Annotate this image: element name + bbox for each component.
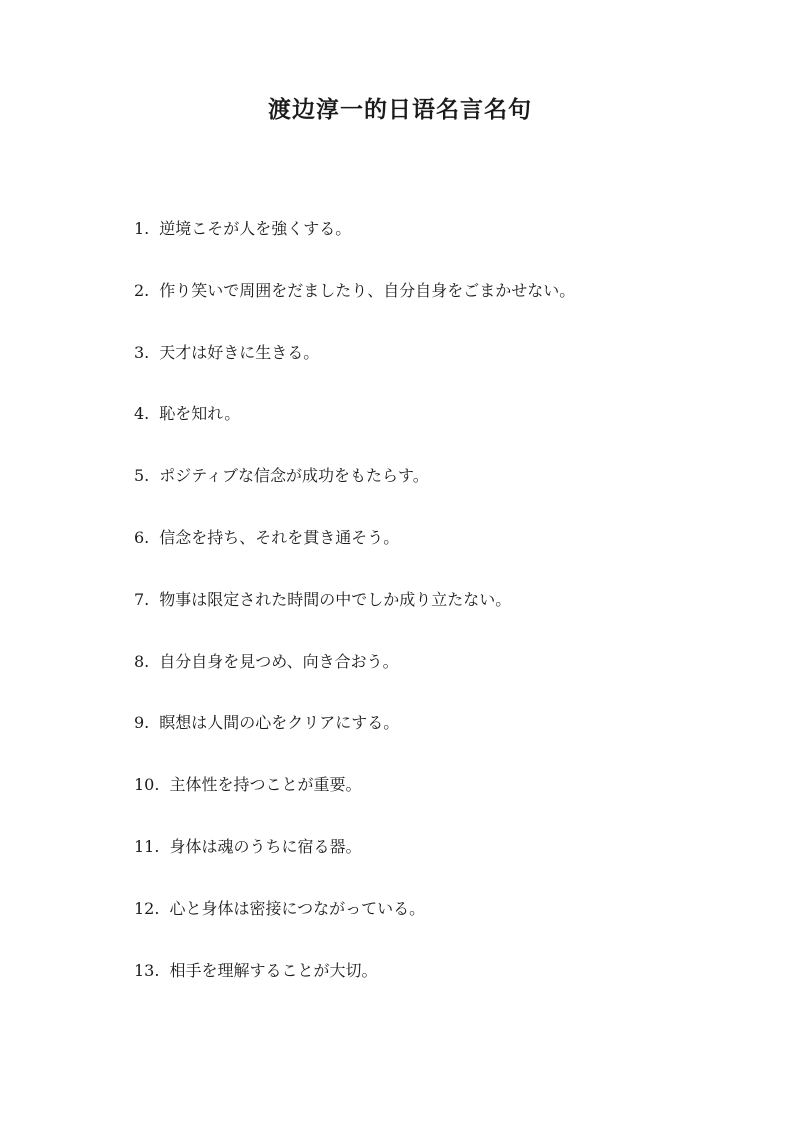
list-item [134, 461, 754, 523]
list-item [134, 832, 754, 894]
list-item [134, 338, 754, 400]
item-text: 作り笑いで周囲をだましたり、自分自身をごまかせない。 [159, 280, 576, 300]
item-text: 相手を理解することが大切。 [169, 960, 378, 980]
item-text: 恥を知れ。 [159, 404, 241, 424]
item-text: 信念を持ち、それを貫き通そう。 [159, 527, 400, 547]
item-number: 3. [134, 342, 150, 362]
list-item [134, 585, 754, 647]
list-item [134, 647, 754, 709]
item-text: ポジティブな信念が成功をもたらす。 [159, 466, 429, 486]
item-number: 6. [134, 527, 150, 547]
item-number: 11. [134, 836, 160, 856]
item-number: 13. [134, 960, 160, 980]
list-item [134, 770, 754, 832]
list-item [134, 276, 754, 338]
item-text: 心と身体は密接につながっている。 [169, 898, 426, 918]
item-number: 2. [134, 280, 150, 300]
item-text: 身体は魂のうちに宿る器。 [169, 836, 362, 856]
list-item [134, 399, 754, 461]
item-number: 10. [134, 775, 160, 795]
document-title: 渡边淳一的日语名言名句 [268, 96, 532, 123]
item-text: 自分自身を見つめ、向き合おう。 [159, 651, 399, 671]
item-text: 天才は好きに生きる。 [159, 342, 320, 362]
item-number: 5. [134, 466, 150, 486]
item-number: 1. [134, 219, 150, 238]
list-item [134, 214, 754, 276]
item-text: 主体性を持つことが重要。 [169, 775, 362, 795]
list-item [134, 956, 754, 1018]
item-text: 逆境こそが人を強くする。 [159, 219, 352, 238]
quote-list [134, 214, 754, 1017]
list-item [134, 894, 754, 956]
list-item [134, 523, 754, 585]
item-number: 12. [134, 898, 160, 918]
item-number: 8. [134, 651, 150, 671]
item-number: 7. [134, 589, 150, 609]
item-number: 4. [134, 404, 150, 424]
item-text: 物事は限定された時間の中でしか成り立たない。 [159, 589, 512, 609]
item-text: 瞑想は人間の心をクリアにする。 [159, 713, 400, 733]
list-item [134, 708, 754, 770]
item-number: 9. [134, 713, 150, 733]
